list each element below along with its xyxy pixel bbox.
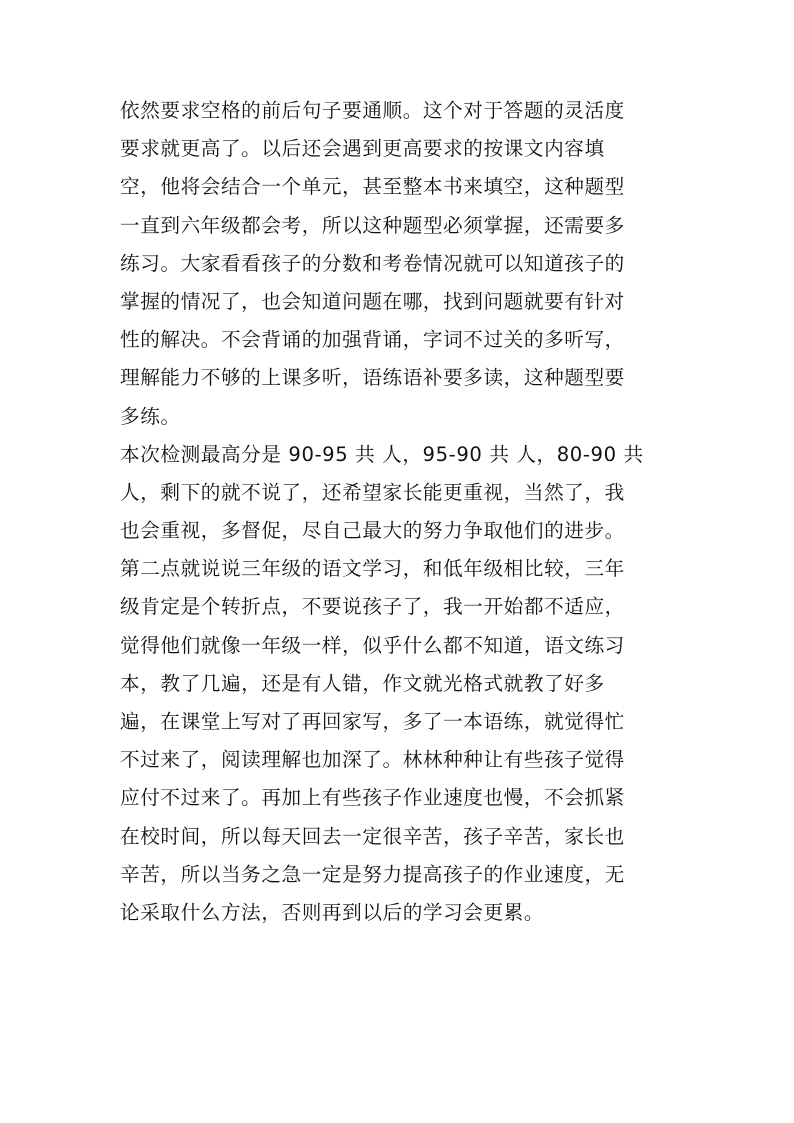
text-line: 理解能力不够的上课多听，语练语补要多读，这种题型要: [120, 366, 625, 390]
text-line: 一直到六年级都会考，所以这种题型必须掌握，还需要多: [120, 213, 625, 237]
text-line: 应付不过来了。再加上有些孩子作业速度也慢，不会抓紧: [120, 786, 625, 810]
text-line: 觉得他们就像一年级一样，似乎什么都不知道，语文练习: [120, 633, 625, 657]
text-line: 辛苦，所以当务之急一定是努力提高孩子的作业速度，无: [120, 862, 625, 886]
text-line: 不过来了，阅读理解也加深了。林林种种让有些孩子觉得: [120, 748, 625, 772]
text-line: 本次检测最高分是 90-95 共 人，95-90 共 人，80-90 共: [120, 442, 644, 466]
text-line: 本，教了几遍，还是有人错，作文就光格式就教了好多: [120, 671, 605, 695]
text-line: 也会重视，多督促，尽自己最大的努力争取他们的进步。: [120, 519, 625, 543]
text-line: 要求就更高了。以后还会遇到更高要求的按课文内容填: [120, 137, 605, 161]
text-line: 多练。: [120, 404, 181, 428]
text-line: 论采取什么方法，否则再到以后的学习会更累。: [120, 900, 545, 924]
text-line: 空，他将会结合一个单元，甚至整本书来填空，这种题型: [120, 175, 625, 199]
text-line: 掌握的情况了，也会知道问题在哪，找到问题就要有针对: [120, 289, 625, 313]
text-line: 人，剩下的就不说了，还希望家长能更重视，当然了，我: [120, 480, 625, 504]
text-line: 依然要求空格的前后句子要通顺。这个对于答题的灵活度: [120, 99, 625, 122]
text-line: 性的解决。不会背诵的加强背诵，字词不过关的多听写，: [120, 328, 625, 352]
text-line: 在校时间，所以每天回去一定很辛苦，孩子辛苦，家长也: [120, 824, 625, 848]
text-line: 第二点就说说三年级的语文学习，和低年级相比较，三年: [120, 557, 625, 581]
text-line: 级肯定是个转折点，不要说孩子了，我一开始都不适应，: [120, 595, 625, 619]
text-line: 练习。大家看看孩子的分数和考卷情况就可以知道孩子的: [120, 251, 625, 275]
text-line: 遍，在课堂上写对了再回家写，多了一本语练，就觉得忙: [120, 710, 625, 733]
document-body: [120, 92, 690, 932]
